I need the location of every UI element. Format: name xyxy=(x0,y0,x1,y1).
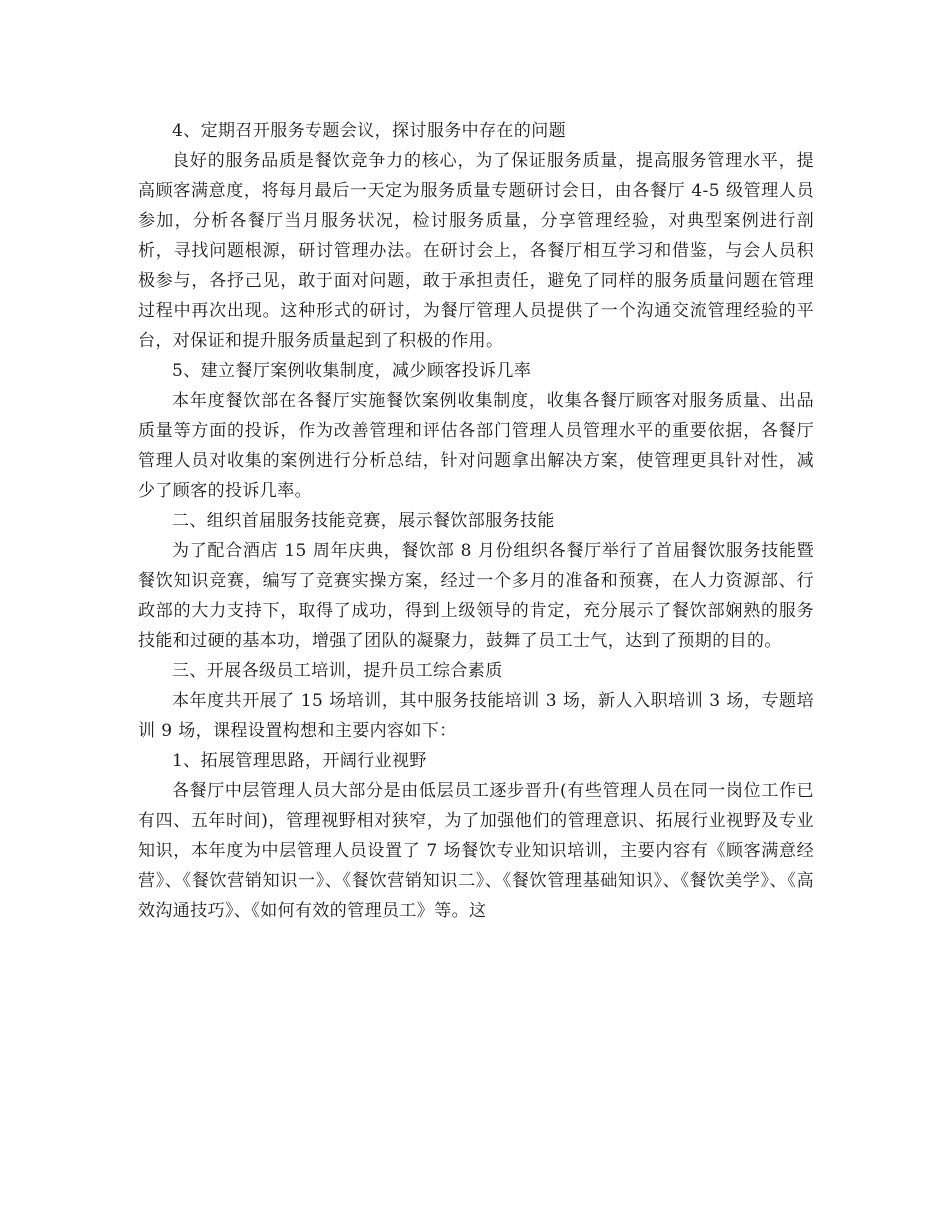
paragraph-skill-competition: 为了配合酒店 15 周年庆典，餐饮部 8 月份组织各餐厅举行了首届餐饮服务技能暨餐饮知识竞赛，编写了竞赛实操方案，经过一个多月的准备和预赛，在人力资源部、行政部的大力支持下，取得了成功，得到上级领导的肯定，充分展示了餐饮部娴熟的服务技能和过硬的基本功，增强了团队的凝聚力，鼓舞了员工士气，达到了预期的目的。 xyxy=(138,541,814,651)
section-heading-4: 4、定期召开服务专题会议，探讨服务中存在的问题 xyxy=(172,121,567,141)
paragraph-case-collection: 本年度餐饮部在各餐厅实施餐饮案例收集制度，收集各餐厅顾客对服务质量、出品质量等方面的投诉，作为改善管理和评估各部门管理人员管理水平的重要依据，各餐厅管理人员对收集的案例进行分析总结，针对问题拿出解决方案，使管理更具针对性，减少了顾客的投诉几率。 xyxy=(138,391,814,501)
paragraph-management-vision: 各餐厅中层管理人员大部分是由低层员工逐步晋升(有些管理人员在同一岗位工作已有四、五年时间)，管理视野相对狭窄，为了加强他们的管理意识、拓展行业视野及专业知识，本年度为中层管理人员设置了 7 场餐饮专业知识培训，主要内容有《顾客满意经营》、《餐饮营销知识一》、《餐饮营销知识二》、《餐饮管理基础知识》、《餐饮美学》、《高效沟通技巧》、《如何有效的管理员工》等。这 xyxy=(138,781,814,921)
paragraph-service-meeting: 良好的服务品质是餐饮竞争力的核心，为了保证服务质量，提高服务管理水平，提高顾客满意度，将每月最后一天定为服务质量专题研讨会日，由各餐厅 4-5 级管理人员参加，分析各餐厅当月服务状况，检讨服务质量，分享管理经验，对典型案例进行剖析，寻找问题根源，研讨管理办法。在研讨会上，各餐厅相互学习和借鉴，与会人员积极参与，各抒己见，敢于面对问题，敢于承担责任，避免了同样的服务质量问题在管理过程中再次出现。这种形式的研讨，为餐厅管理人员提供了一个沟通交流管理经验的平台，对保证和提升服务质量起到了积极的作用。 xyxy=(138,151,814,351)
section-heading-2: 二、组织首届服务技能竞赛，展示餐饮部服务技能 xyxy=(172,511,555,531)
section-heading-5: 5、建立餐厅案例收集制度，减少顾客投诉几率 xyxy=(172,361,532,381)
section-heading-1: 1、拓展管理思路，开阔行业视野 xyxy=(172,751,427,771)
section-heading-3: 三、开展各级员工培训，提升员工综合素质 xyxy=(172,661,503,681)
document-body xyxy=(138,116,814,926)
paragraph-training-overview: 本年度共开展了 15 场培训，其中服务技能培训 3 场，新人入职培训 3 场，专题培训 9 场，课程设置构想和主要内容如下： xyxy=(138,691,814,741)
